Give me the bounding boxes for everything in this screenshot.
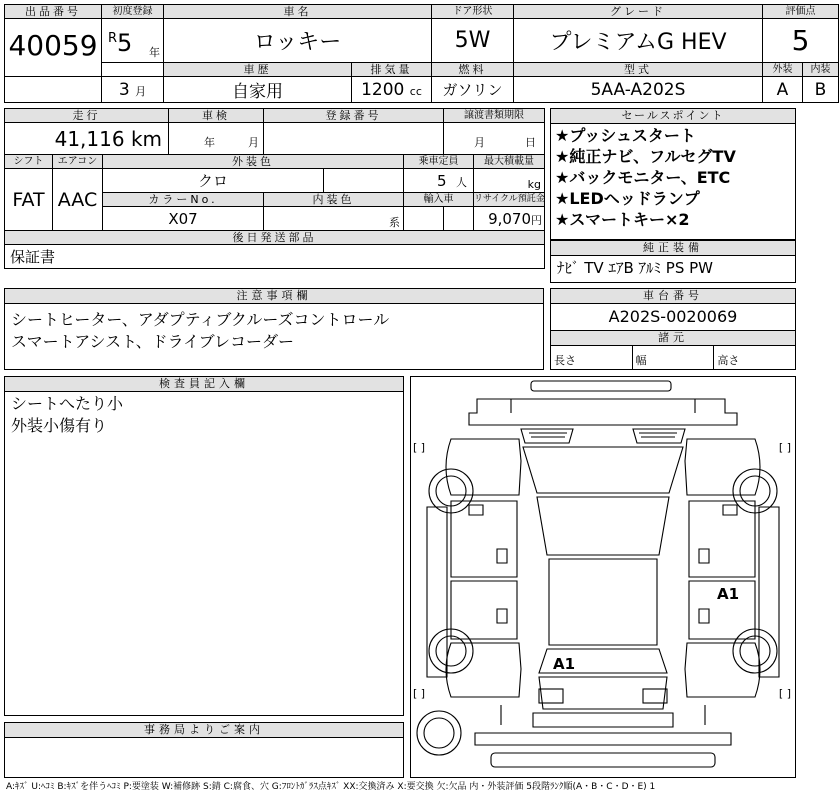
- legend: A:ｷｽﾞ U:ﾍｺﾐ B:ｷｽﾞを伴うﾍｺﾐ P:要塗装 W:補修跡 S:錆 C:腐食、穴 G:ﾌﾛﾝﾄｶﾞﾗｽ点ｷｽﾞ XX:交換済み X:要交換 欠:欠品 内・外装評価 5段階ﾗﾝｸ順(A・B・C・D・E) 1: [6, 782, 656, 792]
- mileage-value: 41,116: [54, 126, 125, 151]
- windshield-shape: [537, 497, 669, 555]
- width-label: 幅: [633, 346, 715, 370]
- chassis-section: [550, 288, 796, 370]
- recycle-value: 9,070: [488, 209, 532, 228]
- year: 5: [117, 29, 133, 57]
- first-reg-month: [102, 77, 164, 103]
- later-parts: 保証書: [5, 245, 545, 269]
- ext-label: 外装: [763, 63, 803, 77]
- dimensions: [551, 346, 795, 370]
- capacity: [404, 169, 474, 193]
- selling-point: ★純正ナビ、フルセグTV: [555, 147, 736, 166]
- chassis-label: 車台番号: [551, 289, 795, 304]
- bottom-bar-shape: [491, 753, 715, 767]
- door-label: ドア形状: [432, 5, 514, 19]
- header-table: [4, 4, 839, 103]
- selling-point: ★スマートキー×2: [555, 210, 690, 229]
- tr-day-unit: 日: [525, 136, 537, 149]
- notes-section: [4, 288, 544, 370]
- history: 自家用: [164, 77, 352, 103]
- fuel-label: 燃料: [432, 63, 514, 77]
- selling-point: ★バックモニター、ETC: [555, 168, 731, 187]
- insp-month-unit: 月: [248, 136, 260, 149]
- aircon: AAC: [53, 169, 103, 231]
- bracket-mark: [ ]: [778, 687, 791, 700]
- lot-number: 40059: [5, 19, 102, 77]
- left-rear-fender-shape: [446, 643, 521, 697]
- first-reg-label: 初度登録: [102, 5, 164, 19]
- car-body-diagram: [411, 377, 795, 777]
- left-step-shape: [427, 507, 447, 677]
- month-unit: 月: [135, 84, 147, 98]
- bracket-mark: [ ]: [778, 441, 791, 454]
- left-front-door-shape: [451, 501, 517, 577]
- selling-point: ★LEDヘッドランプ: [555, 189, 700, 208]
- yen-unit: 円: [531, 213, 543, 227]
- left-front-fender-shape: [446, 439, 521, 495]
- plate-label: 登録番号: [264, 109, 444, 123]
- left-headlight-shape: [521, 429, 573, 443]
- bracket-mark: [ ]: [413, 441, 426, 454]
- history-label: 車歴: [164, 63, 352, 77]
- equipment-label: 純正装備: [551, 241, 795, 256]
- right-step-shape: [759, 507, 779, 677]
- year-unit: 年: [149, 46, 160, 59]
- import-car: [404, 207, 444, 231]
- inspection-label: 車検: [169, 109, 264, 123]
- insp-year-unit: 年: [204, 136, 216, 149]
- roof-bar-shape: [531, 381, 671, 391]
- displacement-label: 排気量: [352, 63, 432, 77]
- displacement-value: 1200: [361, 79, 405, 100]
- height-label: 高さ: [717, 354, 740, 367]
- int-color-unit: 系: [389, 216, 401, 229]
- notes-line: スマートアシスト、ドライブレコーダー: [11, 332, 295, 351]
- model-label: 型式: [514, 63, 763, 77]
- later-parts-label: 後日発送部品: [5, 231, 545, 245]
- cc-unit: cc: [409, 84, 422, 98]
- color-no: X07: [103, 207, 264, 231]
- hood-shape: [523, 447, 683, 493]
- damage-mark-right: A1: [717, 585, 740, 603]
- kg-unit: kg: [527, 178, 542, 191]
- ext-color: クロ: [103, 169, 324, 193]
- km-unit: km: [130, 126, 163, 151]
- car-name: ロッキー: [164, 19, 432, 63]
- capacity-label: 乗車定員: [404, 155, 474, 169]
- selling-points: [550, 108, 796, 240]
- notes-line: シートヒーター、アダプティブクルーズコントロール: [11, 310, 390, 329]
- car-name-label: 車名: [164, 5, 432, 19]
- shift: FAT: [5, 169, 53, 231]
- notes-label: 注意事項欄: [5, 289, 543, 304]
- era: R: [108, 31, 118, 46]
- recycle-fee: [474, 207, 545, 231]
- roof-shape: [549, 559, 657, 645]
- grade-label: グレード: [514, 5, 763, 19]
- max-load-label: 最大積載量: [474, 155, 545, 169]
- displacement: [352, 77, 432, 103]
- transfer-date: [444, 123, 545, 155]
- mileage-label: 走行: [5, 109, 169, 123]
- import-label: 輸入車: [404, 193, 474, 207]
- right-headlight-shape: [633, 429, 685, 443]
- int-grade: B: [803, 77, 839, 103]
- details-table: [4, 108, 545, 269]
- capacity-value: 5: [436, 171, 447, 190]
- color-no-label: カラーNo.: [103, 193, 264, 207]
- mileage: [5, 123, 169, 155]
- recycle-label: リサイクル預託金: [474, 193, 545, 207]
- int-label: 内装: [803, 63, 839, 77]
- inspector-section: [4, 376, 404, 716]
- first-reg-year: [102, 19, 164, 63]
- rear-panel-shape: [533, 713, 673, 727]
- door-type: 5W: [432, 19, 514, 63]
- score: 5: [763, 19, 839, 63]
- inspector-line: 外装小傷有り: [11, 416, 108, 435]
- max-load: [474, 169, 545, 193]
- equipment-value: ﾅﾋﾞ TV ｴｱB ｱﾙﾐ PS PW: [557, 259, 713, 277]
- model: 5AA-A202S: [514, 77, 763, 103]
- shift-label: シフト: [5, 155, 53, 169]
- score-label: 評価点: [763, 5, 839, 19]
- right-rear-fender-shape: [685, 643, 760, 697]
- inspector-label: 検査員記入欄: [5, 377, 403, 392]
- car-diagram: [410, 376, 796, 778]
- damage-mark-rear: A1: [553, 655, 576, 673]
- lot-label: 出品番号: [5, 5, 102, 19]
- month: 3: [118, 79, 130, 100]
- standard-equipment: [550, 240, 796, 283]
- rear-hatch-shape: [539, 677, 667, 709]
- ext-grade: A: [763, 77, 803, 103]
- int-color: [264, 207, 404, 231]
- dims-label: 諸元: [551, 331, 795, 346]
- grade: プレミアムG HEV: [514, 19, 763, 63]
- inspection-date: [169, 123, 264, 155]
- rear-bumper-shape: [475, 733, 731, 745]
- capacity-unit: 人: [456, 175, 468, 189]
- right-front-door-shape: [689, 501, 755, 577]
- fuel: ガソリン: [432, 77, 514, 103]
- int-color-label: 内装色: [264, 193, 404, 207]
- plate-number: [264, 123, 444, 155]
- front-bumper-shape: [469, 399, 737, 425]
- office-label: 事務局よりご案内: [5, 723, 403, 738]
- tr-month-unit: 月: [474, 136, 486, 149]
- selling-point: ★プッシュスタート: [555, 126, 696, 145]
- right-front-fender-shape: [685, 439, 760, 495]
- ac-label: エアコン: [53, 155, 103, 169]
- bracket-mark: [ ]: [413, 687, 426, 700]
- ext-color-label: 外装色: [103, 155, 404, 169]
- length-label: 長さ: [551, 346, 633, 370]
- transfer-label: 譲渡書類期限: [444, 109, 545, 123]
- chassis-number: A202S-0020069: [551, 304, 795, 331]
- office-section: [4, 722, 404, 778]
- selling-points-label: セールスポイント: [551, 109, 795, 124]
- inspector-line: シートへたり小: [11, 394, 124, 413]
